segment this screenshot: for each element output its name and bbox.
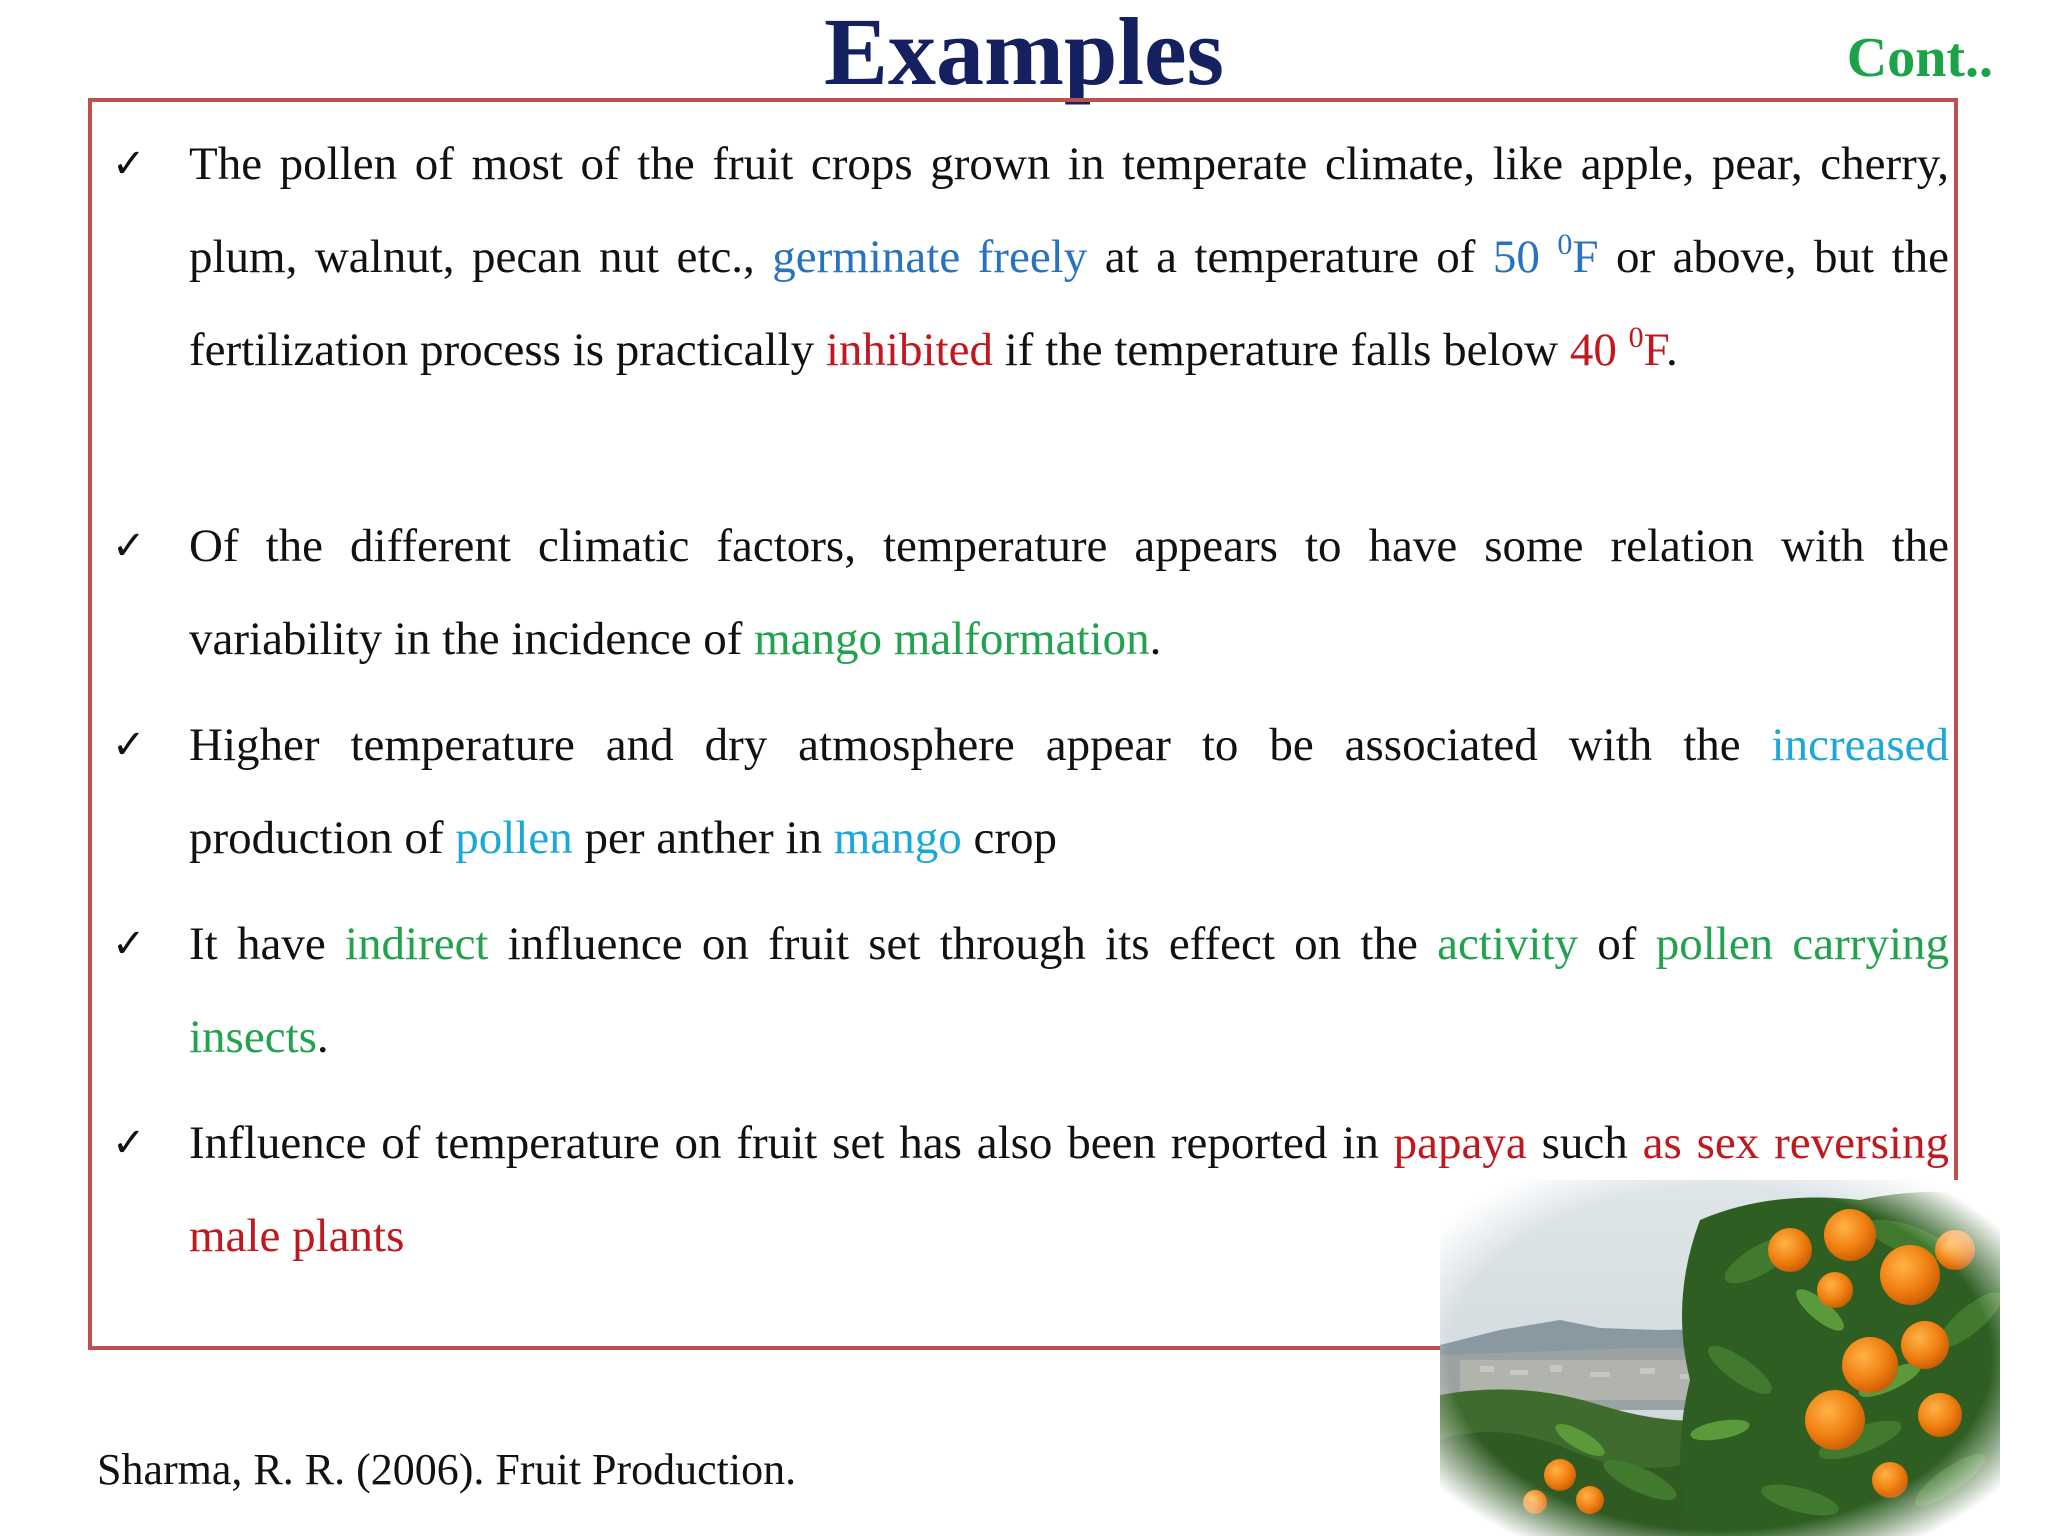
check-icon: ✓ xyxy=(112,921,146,967)
bullet-text-segment: Higher temperature and dry atmosphere appear to be associated with the xyxy=(189,719,1772,771)
bullet-text-segment: . xyxy=(1665,324,1678,376)
bullet-text-segment: at a temperature of xyxy=(1087,231,1493,283)
bullet-text-segment: F xyxy=(1643,324,1666,376)
reference-citation: Sharma, R. R. (2006). Fruit Production. xyxy=(97,1445,797,1494)
superscript-text: 0 xyxy=(1628,321,1644,354)
bullet-text-segment: 50 xyxy=(1492,231,1558,283)
bullet-text-segment: F xyxy=(1572,231,1599,283)
bullet-text xyxy=(189,500,1949,686)
bullet-text-segment: pollen carrying insects xyxy=(189,918,1950,1063)
bullet-text-segment: such xyxy=(1526,1117,1643,1169)
bullet-text-segment: pollen xyxy=(455,812,573,864)
bullet-text-segment: The pollen of most of the fruit crops grown in temperate climate, like apple, pear, cherry, plum, walnut, pecan nut etc., xyxy=(189,138,1949,283)
bullet-text-segment: per anther in xyxy=(572,812,834,864)
bullet-text xyxy=(189,118,1949,397)
bullet-text-segment: mango xyxy=(833,812,962,864)
bullet-text-segment: influence on fruit set through its effect on the xyxy=(488,918,1438,970)
bullet-text xyxy=(189,699,1949,885)
bullet-text-segment: or above, but the fertilization process is practically xyxy=(189,231,1949,376)
bullet-text-segment: of xyxy=(1578,918,1656,970)
bullet-text-segment: germinate freely xyxy=(772,231,1088,283)
bullet-text-segment: indirect xyxy=(344,918,489,970)
bullet-text-segment: production of xyxy=(189,812,456,864)
bullet-text-segment: . xyxy=(316,1011,329,1063)
continuation-label: Cont.. xyxy=(1846,27,1993,89)
check-icon: ✓ xyxy=(112,722,146,768)
bullet-text-segment: Influence of temperature on fruit set has also been reported in xyxy=(189,1117,1394,1169)
bullet-text-segment: mango malformation xyxy=(754,613,1150,665)
bullet-text-segment: 40 xyxy=(1569,324,1629,376)
bullet-text-segment: if the temperature falls below xyxy=(992,324,1570,376)
superscript-text: 0 xyxy=(1557,228,1573,261)
check-icon: ✓ xyxy=(112,1120,146,1166)
bullet-text xyxy=(189,898,1949,1084)
orange-tree-photo xyxy=(1440,1180,2000,1536)
bullet-text-segment: Of the different climatic factors, temperature appears to have some relation with the variability in the incidence of xyxy=(189,520,1949,665)
bullet-text-segment: It have xyxy=(189,918,345,970)
bullet-text-segment: inhibited xyxy=(825,324,993,376)
bullet-text-segment: as sex reversing male plants xyxy=(189,1117,1949,1262)
bullet-text-segment: crop xyxy=(961,812,1057,864)
bullet-text-segment: increased xyxy=(1771,719,1949,771)
slide-title: Examples xyxy=(823,0,1225,105)
bullet-text-segment: . xyxy=(1149,613,1162,665)
check-icon: ✓ xyxy=(112,523,146,569)
bullet-text-segment: activity xyxy=(1437,918,1579,970)
bullet-text-segment: papaya xyxy=(1393,1117,1527,1169)
check-icon: ✓ xyxy=(112,141,146,187)
